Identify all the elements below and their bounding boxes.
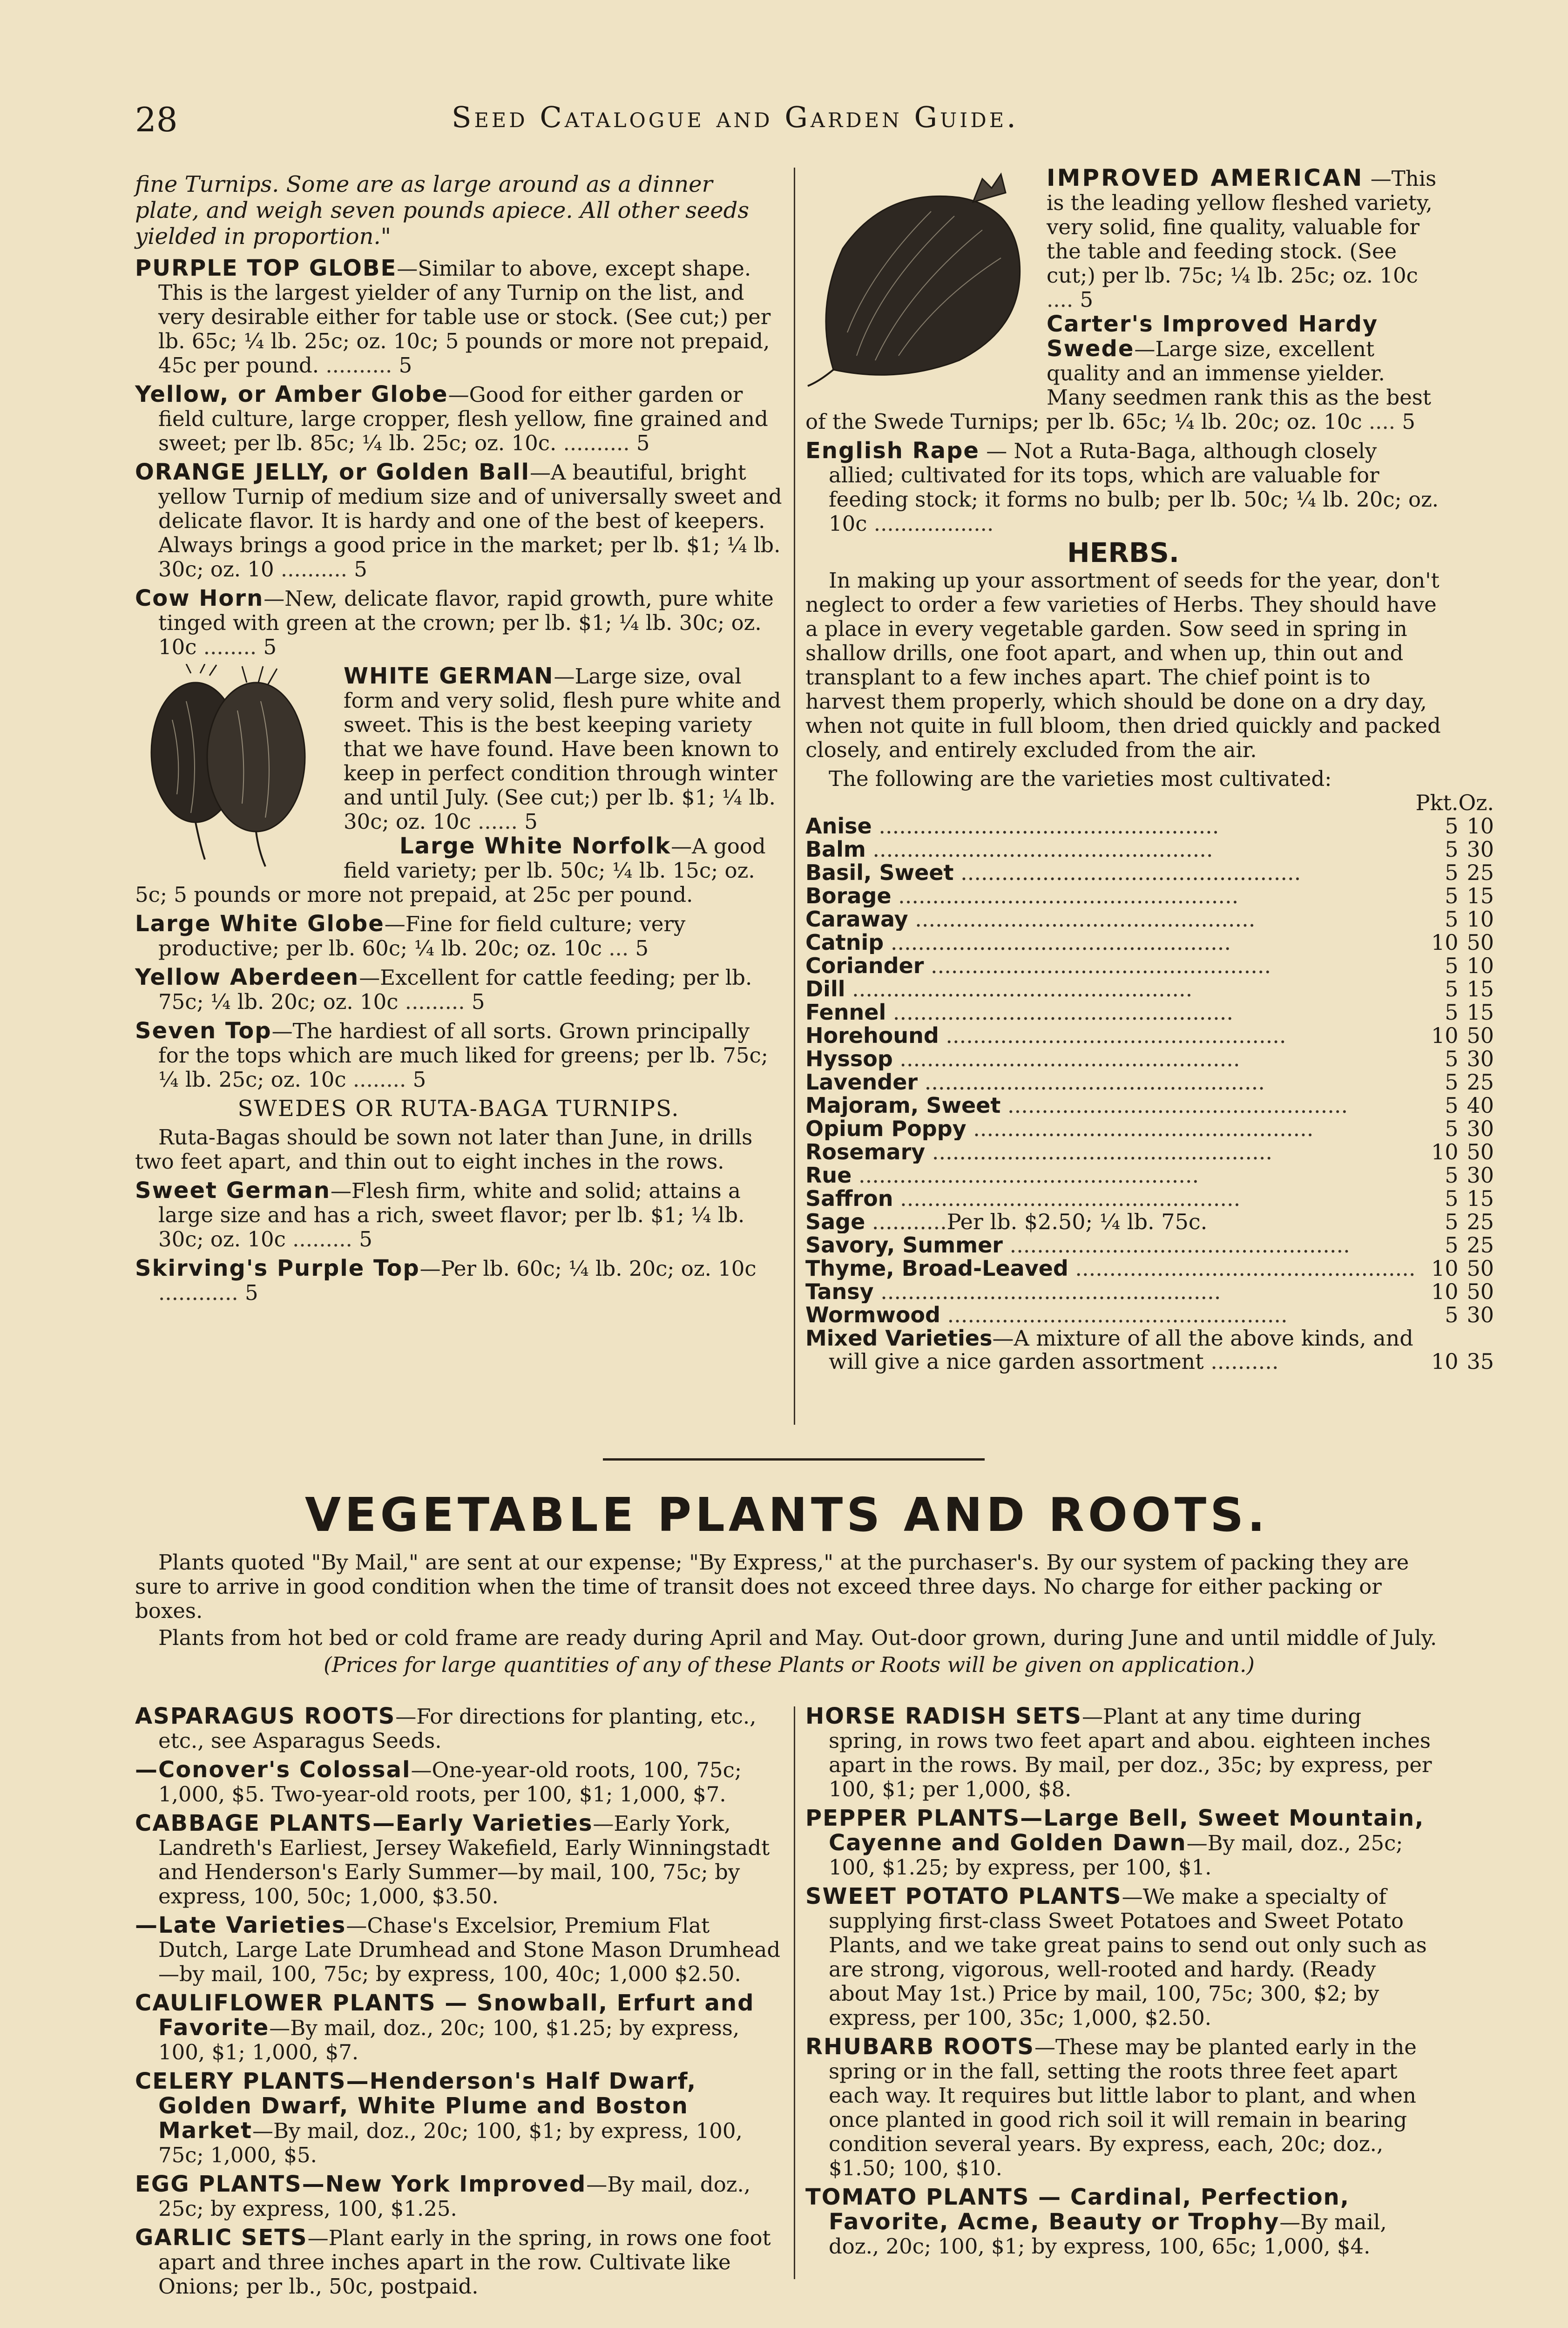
turnip-intro: fine Turnips. Some are as large around as a dinner plate, and weigh seven pounds apiece. All other seeds yielded in proportion.": [135, 171, 750, 250]
herb-pkt-price: 5: [1445, 1209, 1459, 1234]
plant-entry: [135, 2069, 782, 2167]
plants-note: (Prices for large quantities of any of these Plants or Roots will be given on application.): [324, 1652, 1255, 1677]
herbs-lead: The following are the varieties most cultivated:: [829, 766, 1332, 791]
herb-pkt-price: 10: [1431, 930, 1459, 955]
plant-entry-name: GARLIC SETS: [135, 2225, 308, 2251]
herb-pkt-price: 5: [1445, 883, 1459, 908]
herbs-intro: In making up your assortment of seeds for the year, don't neglect to order a few varieties of Herbs. They should have a place in every vegetable garden. Sow seed in spring in shallow drills, one foot apart, and when up, thin out and transplant to a few inches apart. The chief point is to harvest them properly, which should be done on a dry day, when not quite in full bloom, then dried quickly and packed closely, and entirely excluded from the air.: [805, 568, 1441, 762]
herb-oz-price: 30: [1467, 837, 1494, 862]
entry-sweet-german: Sweet German—Flesh firm, white and solid; attains a large size and has a rich, sweet flavor; per lb. $1; ¼ lb. 30c; oz. 10c ......... 5: [135, 1178, 745, 1252]
left-column: [135, 171, 782, 1310]
herb-pkt-price: 5: [1445, 907, 1459, 932]
herb-row: Dill .................................................. 5 15: [805, 976, 1494, 1002]
entry-large-white-norfolk-text: —A good field variety; per lb. 50c; ¼ lb. 15c; oz. 5c; 5 pounds or more not prepaid, at 25c per pound.: [135, 834, 766, 907]
herb-pkt-price: 5: [1445, 813, 1459, 839]
running-title: Seed Catalogue and Garden Guide.: [452, 100, 1019, 134]
col-oz: Oz.: [1458, 790, 1494, 815]
herb-oz-price: 30: [1467, 1302, 1494, 1327]
herb-row: Rue .................................................. 5 30: [805, 1163, 1494, 1188]
herb-oz-price: 50: [1467, 1139, 1494, 1164]
white-german-turnip-illustration: [135, 664, 335, 874]
herb-pkt-price: 5: [1445, 1069, 1459, 1095]
herb-pkt-price: 10: [1431, 1279, 1459, 1304]
herb-row: Rosemary .................................................. 10 50: [805, 1139, 1494, 1164]
plant-entry-text: —Plant early in the spring, in rows one foot apart and three inches apart in the row. Cultivate like Onions; per lb., 50c, postpaid.: [158, 2226, 771, 2299]
herb-pkt-price: 10: [1431, 1256, 1459, 1281]
page-number: 28: [135, 100, 178, 139]
entry-yellow-amber-globe: Yellow, or Amber Globe—Good for either garden or field culture, large cropper, flesh yellow, fine grained and sweet; per lb. 85c; ¼ lb. 25c; oz. 10c. .......... 5: [135, 381, 768, 455]
swede-turnip-illustration: [805, 169, 1038, 393]
herb-name: Borage: [805, 884, 892, 907]
herb-pkt-price: 5: [1445, 1302, 1459, 1327]
herb-row: Majoram, Sweet .................................................. 5 40: [805, 1093, 1494, 1118]
herb-pkt-price: 5: [1445, 1186, 1459, 1211]
plant-entry-name: EGG PLANTS—New York Improved: [135, 2171, 587, 2197]
herb-name: Coriander: [805, 954, 924, 977]
herb-pkt-price: 5: [1445, 1163, 1459, 1188]
herb-row: Fennel .................................................. 5 15: [805, 1000, 1494, 1025]
herb-name: Dill: [805, 977, 845, 1001]
herb-name: Rosemary: [805, 1140, 926, 1164]
herb-oz-price: 25: [1467, 1232, 1494, 1258]
herb-row: Sage ...........Per lb. $2.50; ¼ lb. 75c. 5 25: [805, 1209, 1494, 1234]
plant-entry: [805, 1884, 1441, 2030]
herb-pkt-price: 5: [1445, 837, 1459, 862]
plant-entry-name: RHUBARB ROOTS: [805, 2034, 1034, 2060]
entry-improved-american: IMPROVED AMERICAN —This is the leading yellow fleshed variety, very solid, fine quality, valuable for the table and feeding stock. (See cut;) per lb. 75c; ¼ lb. 25c; oz. 10c .... 5 Carter's Improved Hardy Swede—Large size, excellent quality and an immense yielder. Many seedmen rank this as the best of the Swede Turnips; per lb. 65c; ¼ lb. 20c; oz. 10c .... 5: [805, 164, 1437, 434]
entry-skirvings-purple-top: Skirving's Purple Top—Per lb. 60c; ¼ lb. 20c; oz. 10c ............ 5: [135, 1255, 757, 1305]
carters-price: 5: [1402, 409, 1416, 434]
plants-intro: [135, 1550, 1443, 1677]
herb-oz-price: 50: [1467, 930, 1494, 955]
plant-entry-name: TOMATO PLANTS — Cardinal, Perfection, Favorite, Acme, Beauty or Trophy: [805, 2184, 1350, 2235]
herb-name: Caraway: [805, 907, 908, 931]
plant-entry-name: HORSE RADISH SETS: [805, 1703, 1082, 1729]
herb-pkt-price: 10: [1431, 1023, 1459, 1048]
right-column: [805, 164, 1494, 1374]
herb-name: Horehound: [805, 1024, 939, 1047]
plant-entry-text: —Plant at any time during spring, in rows two feet apart and abou. eighteen inches apart in the rows. By mail, per doz., 35c; by express, per 100, $1; per 1,000, $8.: [829, 1704, 1432, 1801]
plants-intro-1: Plants quoted "By Mail," are sent at our expense; "By Express," at the purchaser's. By our system of packing they are sure to arrive in good condition when the time of transit does not exceed three days. No charge for either packing or boxes.: [135, 1550, 1409, 1623]
column-divider-bottom: [794, 1706, 795, 2279]
plant-entry-name: PEPPER PLANTS—Large Bell, Sweet Mountain, Cayenne and Golden Dawn: [805, 1805, 1425, 1856]
herb-oz-price: 25: [1467, 1209, 1494, 1234]
herb-pkt-price: 5: [1445, 1116, 1459, 1141]
plant-entry: [135, 1758, 782, 1807]
herb-row: Lavender .................................................. 5 25: [805, 1069, 1494, 1095]
plant-entry: [805, 1704, 1441, 1801]
herb-oz-price: 10: [1467, 907, 1494, 932]
plant-entry-text: —By mail, doz., 25c; by express, 100, $1.25.: [158, 2172, 751, 2221]
plants-intro-2: Plants from hot bed or cold frame are ready during April and May. Out-door grown, during June and until middle of July.: [158, 1625, 1437, 1650]
plant-entry-text: —By mail, doz., 25c; 100, $1.25; by express, per 100, $1.: [829, 1831, 1403, 1880]
entry-purple-top-globe: PURPLE TOP GLOBE—Similar to above, except shape. This is the largest yielder of any Turnip on the list, and very desirable either for table use or stock. (See cut;) per lb. 65c; ¼ lb. 25c; oz. 10c; 5 pounds or more not prepaid, 45c per pound. .......... 5: [135, 255, 771, 378]
plant-entry-text: —Chase's Excelsior, Premium Flat Dutch, Large Late Drumhead and Stone Mason Drumhead—by mail, 100, 75c; by express, 100, 40c; 1,000 $2.50.: [158, 1913, 781, 1986]
plant-entry-name: —Conover's Colossal: [135, 1757, 411, 1783]
carters-name: Carter's Improved Hardy Swede: [1047, 311, 1379, 362]
herb-oz-price: 30: [1467, 1116, 1494, 1141]
herb-row: Coriander .................................................. 5 10: [805, 953, 1494, 978]
herb-row: Basil, Sweet .................................................. 5 25: [805, 860, 1494, 885]
herb-oz-price: 50: [1467, 1279, 1494, 1304]
running-header: [135, 100, 1439, 151]
herb-name: Wormwood: [805, 1303, 940, 1326]
herb-row: Balm .................................................. 5 30: [805, 837, 1494, 862]
plant-entry-text: —For directions for planting, etc., etc., see Asparagus Seeds.: [158, 1704, 757, 1753]
herb-row-mixed: Mixed Varieties—A mixture of all the above kinds, and will give a nice garden assortment .......... 10 35: [805, 1326, 1494, 1374]
plant-entry-text: —One-year-old roots, 100, 75c; 1,000, $5. Two-year-old roots, per 100, $1; 1,000, $7.: [158, 1758, 742, 1807]
herb-oz-price: 50: [1467, 1023, 1494, 1048]
herb-name: Fennel: [805, 1001, 886, 1024]
herb-row: Caraway .................................................. 5 10: [805, 907, 1494, 932]
herb-oz-price: 15: [1467, 976, 1494, 1002]
entry-seven-top: Seven Top—The hardiest of all sorts. Grown principally for the tops which are much liked for greens; per lb. 75c; ¼ lb. 25c; oz. 10c ........ 5: [135, 1018, 768, 1092]
herb-oz-price: 10: [1467, 953, 1494, 978]
herb-oz-price: 15: [1467, 1000, 1494, 1025]
herb-oz-price: 15: [1467, 1186, 1494, 1211]
herb-row: Borage .................................................. 5 15: [805, 883, 1494, 908]
herb-oz-price: 50: [1467, 1256, 1494, 1281]
herb-name: Opium Poppy: [805, 1117, 966, 1140]
plant-entry-text: —These may be planted early in the spring or in the fall, setting the roots three feet apart each way. It requires but little labor to plant, and when once planted in good rich soil it will remain in bearing condition several years. By express, each, 20c; doz., $1.50; 100, $10.: [829, 2035, 1417, 2180]
entry-english-rape: English Rape — Not a Ruta-Baga, although closely allied; cultivated for its tops, which are valuable for feeding stock; it forms no bulb; per lb. 50c; ¼ lb. 20c; oz. 10c ..................: [805, 438, 1439, 536]
herb-oz-price: 25: [1467, 860, 1494, 885]
herb-row: Hyssop .................................................. 5 30: [805, 1046, 1494, 1071]
plant-entry: [805, 2185, 1441, 2259]
entry-large-white-norfolk-name: Large White Norfolk: [399, 833, 671, 859]
col-pkt: Pkt.: [1415, 790, 1459, 815]
entry-orange-jelly: ORANGE JELLY, or Golden Ball—A beautiful, bright yellow Turnip of medium size and of universally sweet and delicate flavor. It is hardy and one of the best of keepers. Always brings a good price in the market; per lb. $1; ¼ lb. 30c; oz. 10 .......... 5: [135, 459, 782, 582]
herb-pkt-price: 5: [1445, 1046, 1459, 1071]
plant-entry-text: —By mail, doz., 20c; 100, $1; by express, 100, 75c; 1,000, $5.: [158, 2118, 743, 2167]
herb-row: Catnip .................................................. 10 50: [805, 930, 1494, 955]
herb-row: Opium Poppy .................................................. 5 30: [805, 1116, 1494, 1141]
plant-entry-text: —We make a specialty of supplying first-class Sweet Potatoes and Sweet Potato Plants, and we take great pains to send out only such as are strong, vigorous, well-rooted and hardy. (Ready about May 1st.) Price by mail, 100, 75c; 300, $2; by express, per 100, 35c; 1,000, $2.50.: [829, 1884, 1427, 2030]
entry-cow-horn: Cow Horn—New, delicate flavor, rapid growth, pure white tinged with green at the crown; per lb. $1; ¼ lb. 30c; oz. 10c ........ 5: [135, 585, 774, 659]
plant-entry-text: —By mail, doz., 20c; 100, $1; by express, 100, 65c; 1,000, $4.: [829, 2210, 1387, 2259]
herb-name: Basil, Sweet: [805, 861, 954, 884]
plant-entry: [135, 2172, 782, 2221]
plant-entry-name: ASPARAGUS ROOTS: [135, 1703, 396, 1729]
entry-yellow-aberdeen: Yellow Aberdeen—Excellent for cattle feeding; per lb. 75c; ¼ lb. 20c; oz. 10c ......... 5: [135, 964, 752, 1014]
herb-name: Tansy: [805, 1280, 874, 1303]
plant-entry: [135, 1704, 782, 1753]
herb-name: Balm: [805, 838, 866, 861]
entry-large-white-globe: Large White Globe—Fine for field culture; very productive; per lb. 60c; ¼ lb. 20c; oz. 10c ... 5: [135, 911, 686, 961]
herb-row: Saffron .................................................. 5 15: [805, 1186, 1494, 1211]
herb-name: Hyssop: [805, 1047, 893, 1070]
herb-name: Catnip: [805, 931, 884, 954]
swedes-heading: SWEDES OR RUTA-BAGA TURNIPS.: [237, 1096, 680, 1122]
herb-pkt-price: 5: [1445, 1093, 1459, 1118]
herb-row: Horehound .................................................. 10 50: [805, 1023, 1494, 1048]
herb-oz-price: 30: [1467, 1163, 1494, 1188]
herb-name: Majoram, Sweet: [805, 1094, 1001, 1117]
herb-oz-price: 15: [1467, 883, 1494, 908]
plant-entry: [805, 1806, 1441, 1880]
herb-note: Per lb. $2.50; ¼ lb. 75c.: [946, 1210, 1208, 1233]
herb-name: Thyme, Broad-Leaved: [805, 1257, 1068, 1280]
plant-entry-name: CABBAGE PLANTS—Early Varieties: [135, 1810, 593, 1836]
entry-white-german: WHITE GERMAN—Large size, oval form and very solid, flesh pure white and sweet. This is the best keeping variety that we have found. Have been known to keep in perfect condition through winter and until July. (See cut;) per lb. $1; ¼ lb. 30c; oz. 10c ...... 5 Large White Norfolk—A good field variety; per lb. 50c; ¼ lb. 15c; oz. 5c; 5 pounds or more not prepaid, at 25c per pound.: [135, 663, 781, 907]
herb-pkt-price: 10: [1431, 1139, 1459, 1164]
herb-row: Anise .................................................. 5 10: [805, 813, 1494, 839]
plant-entry-name: CELERY PLANTS—Henderson's Half Dwarf, Golden Dwarf, White Plume and Boston Market: [135, 2068, 697, 2144]
herb-name: Rue: [805, 1164, 852, 1187]
plants-left-column: [135, 1704, 782, 2303]
herb-oz-price: 10: [1467, 813, 1494, 839]
herb-pkt-price: 5: [1445, 976, 1459, 1002]
plant-entry-name: —Late Varieties: [135, 1912, 346, 1938]
carters-text: —Large size, excellent quality and an immense yielder. Many seedmen rank this as the best of the Swede Turnips; per lb. 65c; ¼ lb. 20c; oz. 10c: [805, 337, 1431, 434]
herb-name: Anise: [805, 814, 872, 838]
herb-oz-price: 30: [1467, 1046, 1494, 1071]
herb-pkt-price: 5: [1445, 1232, 1459, 1258]
section-divider: [603, 1458, 985, 1461]
plant-entry-name: SWEET POTATO PLANTS: [805, 1883, 1122, 1909]
herb-name: Lavender: [805, 1070, 918, 1094]
plants-right-column: [805, 1704, 1441, 2263]
plant-entry-text: —Early York, Landreth's Earliest, Jersey Wakefield, Early Winningstadt and Henderson's Early Summer—by mail, 100, 75c; by express, 100, 50c; 1,000, $3.50.: [158, 1811, 770, 1908]
plant-entry: [135, 1811, 782, 1908]
herbs-table: [805, 791, 1494, 1373]
herbs-table-header: [805, 791, 1494, 814]
herb-row: Savory, Summer .................................................. 5 25: [805, 1232, 1494, 1258]
herb-name: Savory, Summer: [805, 1233, 1003, 1257]
column-divider-top: [794, 168, 795, 1425]
plant-entry-name: CAULIFLOWER PLANTS — Snowball, Erfurt and Favorite: [135, 1990, 755, 2041]
herb-oz-price: 40: [1467, 1093, 1494, 1118]
plant-entry-text: —By mail, doz., 20c; 100, $1.25; by express, 100, $1; 1,000, $7.: [158, 2016, 740, 2064]
herbs-heading: HERBS.: [1067, 537, 1179, 568]
herb-row: Wormwood .................................................. 5 30: [805, 1302, 1494, 1327]
herb-pkt-price: 5: [1445, 953, 1459, 978]
herb-name: Saffron: [805, 1187, 893, 1210]
herb-pkt-price: 5: [1445, 1000, 1459, 1025]
swedes-intro: Ruta-Bagas should be sown not later than June, in drills two feet apart, and thin out to eight inches in the rows.: [135, 1125, 753, 1174]
plants-title: VEGETABLE PLANTS AND ROOTS.: [304, 1488, 1269, 1542]
herb-name: Sage: [805, 1210, 865, 1233]
herb-row: Thyme, Broad-Leaved .................................................. 10 50: [805, 1256, 1494, 1281]
plant-entry: [805, 2035, 1441, 2180]
herb-row: Tansy .................................................. 10 50: [805, 1279, 1494, 1304]
plant-entry: [135, 2226, 782, 2299]
herb-pkt-price: 5: [1445, 860, 1459, 885]
plant-entry: [135, 1991, 782, 2064]
herb-oz-price: 25: [1467, 1069, 1494, 1095]
plant-entry: [135, 1913, 782, 1986]
